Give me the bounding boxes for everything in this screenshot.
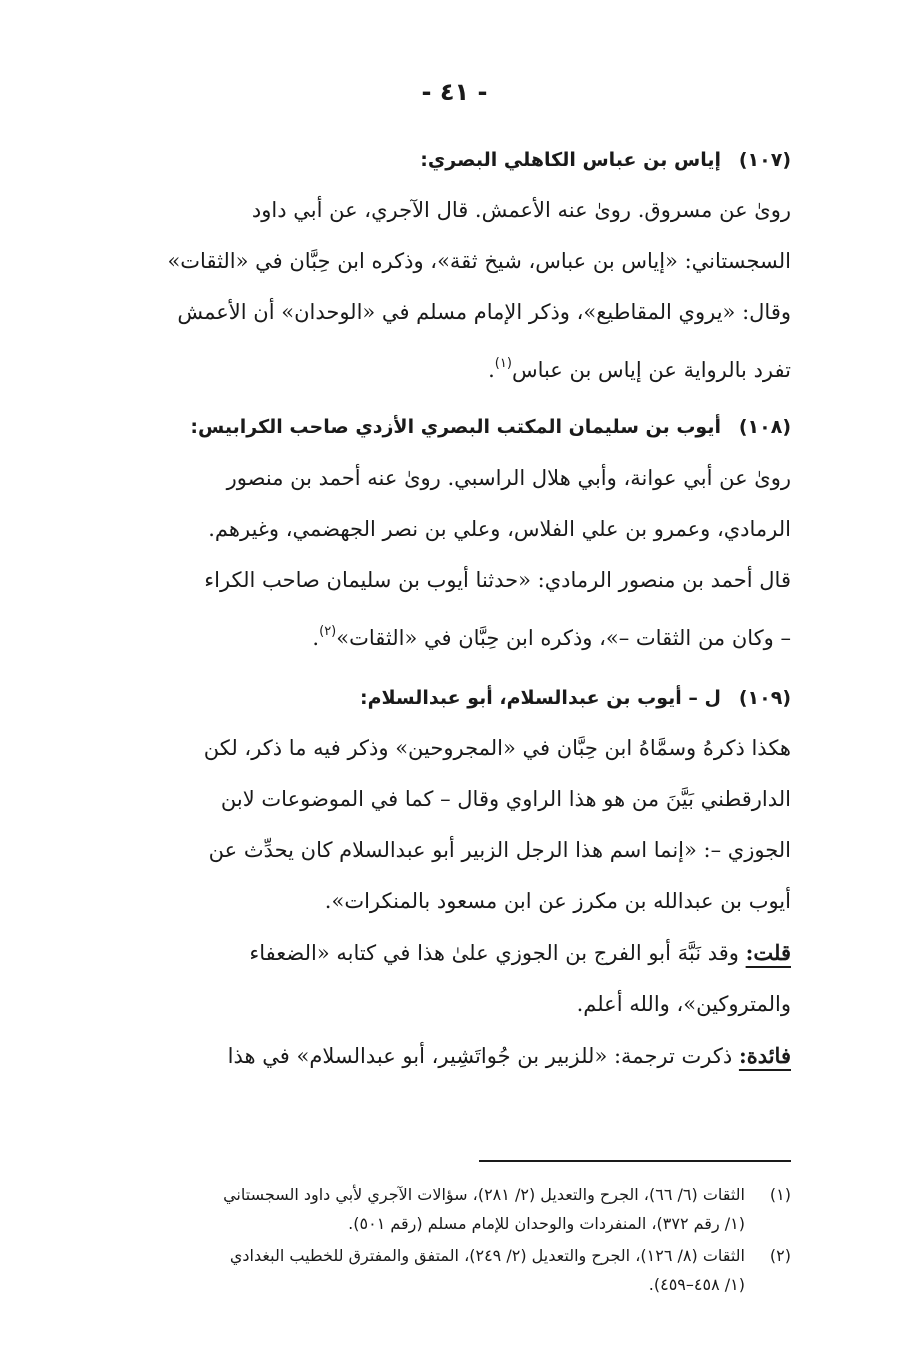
entry-number: (١٠٩) xyxy=(738,687,791,709)
footnote-number: (١) xyxy=(769,1185,791,1204)
entry-number: (١٠٧) xyxy=(738,149,791,171)
body-line: الرمادي، وعمرو بن علي الفلاس، وعلي بن نصر الجهضمي، وغيرهم. xyxy=(208,517,791,541)
faida-text: ذكرت ترجمة: «للزبير بن جُواتَشِير، أبو عبدالسلام» في هذا xyxy=(227,1044,733,1068)
entry-title: أيوب بن سليمان المكتب البصري الأزدي صاحب الكرابيس: xyxy=(190,416,721,438)
body-line-last xyxy=(131,338,791,396)
line-end-punct: . xyxy=(312,626,320,650)
footnote-text: (١/ ٤٥٨–٤٥٩). xyxy=(648,1275,745,1294)
body-line-text: – وكان من الثقات –»، وذكره ابن حِبَّان في «الثقات» xyxy=(336,626,791,650)
page-number: - ٤١ - xyxy=(421,78,488,106)
body-line: روىٰ عن أبي عوانة، وأبي هلال الراسبي. روىٰ عنه أحمد بن منصور xyxy=(226,466,791,490)
footnote-ref-1[interactable]: (١) xyxy=(494,356,512,371)
footnote-1 xyxy=(111,1180,791,1238)
entry-body-109 xyxy=(131,723,791,1082)
body-line: الجوزي –: «إنما اسم هذا الرجل الزبير أبو عبدالسلام كان يحدِّث عن xyxy=(208,838,791,862)
body-line: وقال: «يروي المقاطيع»، وذكر الإمام مسلم في «الوحدان» أن الأعمش xyxy=(177,300,791,324)
entry-body-107 xyxy=(131,185,791,396)
faida-label: فائدة: xyxy=(738,1043,791,1068)
entry-title: ل – أيوب بن عبدالسلام، أبو عبدالسلام: xyxy=(359,687,721,709)
footnote-ref-2[interactable]: (٢) xyxy=(319,624,337,639)
qult-text: وقد نَبَّهَ أبو الفرج بن الجوزي علىٰ هذا في كتابه «الضعفاء xyxy=(249,941,739,965)
footnote-number: (٢) xyxy=(769,1246,791,1265)
body-line-last xyxy=(131,606,791,664)
line-end-punct: . xyxy=(488,358,495,382)
body-line: الدارقطني بَيَّنَ من هو هذا الراوي وقال – كما في الموضوعات لابن xyxy=(220,787,791,811)
body-line: أيوب بن عبدالله بن مكرز عن ابن مسعود بالمنكرات». xyxy=(324,889,791,913)
qult-label: قلت: xyxy=(745,940,791,965)
body-line: قال أحمد بن منصور الرمادي: «حدثنا أيوب بن سليمان صاحب الكراء xyxy=(204,568,791,592)
footnote-text: الثقات (٨/ ١٢٦)، الجرح والتعديل (٢/ ٢٤٩)، المتفق والمفترق للخطيب البغدادي xyxy=(229,1246,745,1265)
body-line-text: تفرد بالرواية عن إياس بن عباس xyxy=(511,358,791,382)
footnote-separator xyxy=(479,1160,791,1162)
footnote-2 xyxy=(111,1241,791,1299)
body-line: رویٰ عن مسروق. روىٰ عنه الأعمش. قال الآجري، عن أبي داود xyxy=(251,198,791,222)
body-line: هكذا ذكرهُ وسمَّاهُ ابن حِبَّان في «المجروحين» وذكر فيه ما ذكر، لكن xyxy=(203,736,791,760)
entry-number: (١٠٨) xyxy=(738,416,791,438)
faida-line xyxy=(131,1030,791,1082)
entry-title: إياس بن عباس الكاهلي البصري: xyxy=(420,149,721,171)
body-line: السجستاني: «إياس بن عباس، شيخ ثقة»، وذكره ابن حِبَّان في «الثقات» xyxy=(167,249,791,273)
entry-body-108 xyxy=(131,453,791,664)
qult-line xyxy=(131,927,791,979)
qult-line: والمتروكين»، والله أعلم. xyxy=(576,992,791,1016)
footnote-text: (١/ رقم ٣٧٢)، المنفردات والوحدان للإمام مسلم (رقم ٥٠١). xyxy=(348,1214,745,1233)
footnote-text: الثقات (٦/ ٦٦)، الجرح والتعديل (٢/ ٢٨١)، سؤالات الآجري لأبي داود السجستاني xyxy=(223,1185,745,1204)
